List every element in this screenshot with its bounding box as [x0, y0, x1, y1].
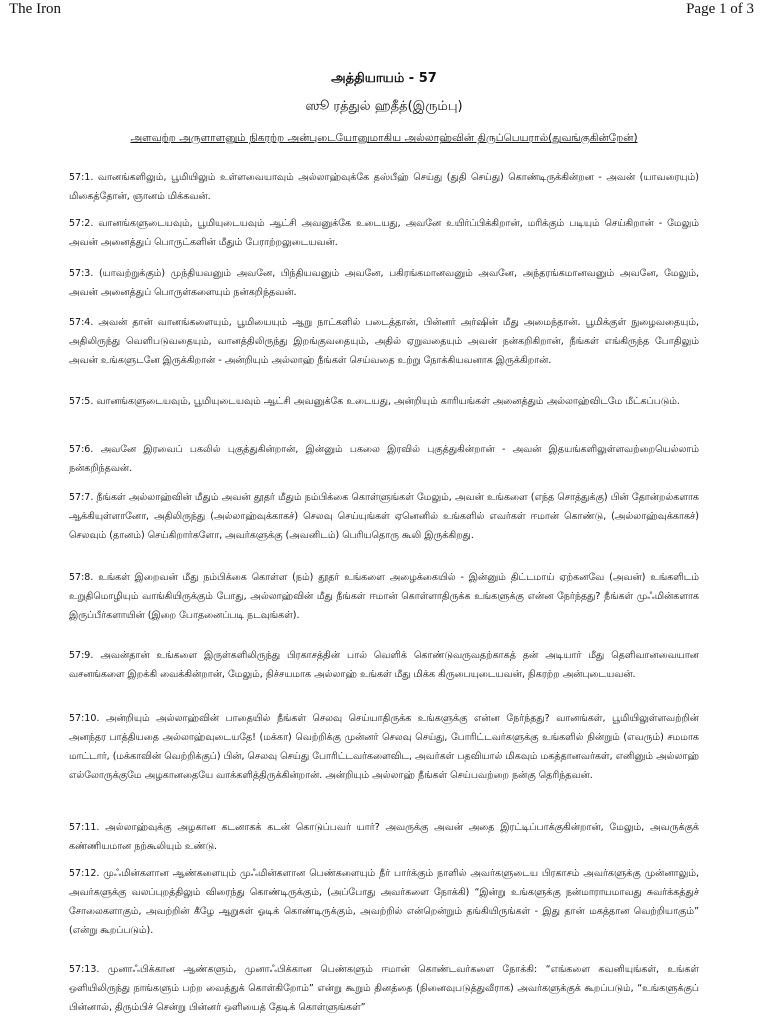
verse-text: முஃமின்களான ஆண்களையும் முஃமின்களான பெண்களையும் நீர் பார்க்கும் நாளில் அவர்களுடைய பிரகாசம் அவர்களுக்கு முன்னாலும், அவர்களுக்கு வலப்புறத்திலும் விரைந்து கொண்டிருக்கும், (அப்போது அவர்களை நோக்கி) “இன்று உங்களுக்கு நன்மாராயமாவது சுவர்க்கத்துச் சோலைகளாகும், அவற்றின் கீழே ஆறுகள் ஓடிக் கொண்டிருக்கும், அவற்றில் என்றென்றும் தங்கியிருங்கள் - இது தான் மகத்தான வெற்றியாகும்” (என்று கூறப்படும்).	[69, 868, 699, 936]
verse-text: உங்கள் இறைவன் மீது நம்பிக்கை கொள்ள (நம்) தூதர் உங்களை அழைக்கையில் - இன்னும் திட்டமாய் ஏற்கனவே (அவன்) உங்களிடம் உறுதிமொழியும் வாங்கியிருக்கும் போது, அல்லாஹ்வின் மீது நீங்கள் ஈமான் கொள்ளாதிருக்க உங்களுக்கு என்ன நேர்ந்தது? நீங்கள் முஃமின்களாக இருப்பீர்களாயின் (இறை போதனைப்படி நடவுங்கள்).	[69, 572, 699, 621]
verse-text: நீங்கள் அல்லாஹ்வின் மீதும் அவன் தூதர் மீதும் நம்பிக்கை கொள்ளுங்கள் மேலும், அவன் உங்களை (எந்த சொத்துக்கு) பின் தோன்றல்களாக ஆக்கியுள்ளானோ, அதிலிருந்து (அல்லாஹ்வுக்காகச்) செலவு செய்யுங்கள் ஏனெனில் உங்களில் எவர்கள் ஈமான் கொண்டு, (அல்லாஹ்வுக்காகச்) செலவும் (தானம்) செய்கிறார்களோ, அவர்களுக்கு (அவனிடம்) பெரியதொரு கூலி இருக்கிறது.	[69, 492, 699, 541]
verse	[69, 440, 699, 478]
document-title: The Iron	[9, 1, 62, 17]
verse-text: வானங்களிலும், பூமியிலும் உள்ளவையாவும் அல்லாஹ்வுக்கே தஸ்பீஹ் செய்து (துதி செய்து) கொண்டிருக்கின்றன - அவன் (யாவரையும்) மிகைத்தோன், ஞானம் மிக்கவன்.	[69, 172, 699, 202]
basmala-text: அளவற்ற அருளாளனும் நிகரற்ற அன்புடையோனுமாகிய அல்லாஹ்வின் திருப்பெயரால்(துவங்குகின்றேன்)	[130, 132, 638, 144]
verse	[69, 568, 699, 625]
verse-number: 57:3.	[69, 268, 94, 279]
verse-number: 57:13.	[69, 964, 100, 975]
verse-number: 57:6.	[69, 444, 94, 455]
page-header	[0, 0, 768, 20]
verse-number: 57:5.	[69, 396, 94, 407]
verse	[69, 313, 699, 370]
basmala	[0, 132, 768, 145]
verse-number: 57:11.	[69, 822, 100, 833]
verse	[69, 214, 699, 252]
verse	[69, 960, 699, 1017]
verse-number: 57:10.	[69, 713, 100, 724]
verse-text: அன்றியும் அல்லாஹ்வின் பாதையில் நீங்கள் செலவு செய்யாதிருக்க உங்களுக்கு என்ன நேர்ந்தது? வானங்கள், பூமியிலுள்ளவற்றின் அனந்தர பாத்தியதை அல்லாஹ்வுடையதே! (மக்கா) வெற்றிக்கு முன்னர் செலவு செய்து, போரிட்டவர்களுக்கு உங்களில் நின்றும் (எவரும்) சமமாக மாட்டார், (மக்காவின் வெற்றிக்குப்) பின், செலவு செய்து போரிட்டவர்களைவிட, அவர்கள் பதவியால் மிகவும் மகத்தானவர்கள், எனினும் அல்லாஹ் எல்லோருக்குமே அழகானதையே வாக்களித்திருக்கின்றான். அன்றியும் அல்லாஹ் நீங்கள் செய்பவற்றை நன்கு தெரிந்தவன்.	[69, 713, 700, 781]
verse-text: முனாஃபிக்கான ஆண்களும், முனாஃபிக்கான பெண்களும் ஈமான் கொண்டவர்களை நோக்கி: “எங்களை கவனியுங்கள், உங்கள் ஒளியிலிருந்து நாங்களும் பற்ற வைத்துக் கொள்கிறோம்” என்று கூறும் தினத்தை (நினைவுபடுத்துவீராக) அவர்களுக்குக் கூறப்படும், “உங்களுக்குப் பின்னால், திரும்பிச் சென்று பின்னர் ஒளியைத் தேடிக் கொள்ளுங்கள்”	[69, 964, 699, 1013]
page-number: Page 1 of 3	[686, 1, 754, 17]
verse-text: வானங்களுடையவும், பூமியுடையவும் ஆட்சி அவனுக்கே உடையது, அன்றியும் காரியங்கள் அனைத்தும் அல்லாஹ்விடமே மீட்கப்படும்.	[96, 396, 680, 407]
verse	[69, 709, 699, 785]
verse-text: அவனே இரவைப் பகலில் புகுத்துகின்றான், இன்னும் பகலை இரவில் புகுத்துகின்றான் - அவன் இதயங்களிலுள்ளவற்றையெல்லாம் நன்கறிந்தவன்.	[69, 444, 699, 474]
verse-text: வானங்களுடையவும், பூமியுடையவும் ஆட்சி அவனுக்கே உடையது, அவனே உயிர்ப்பிக்கிறான், மரிக்கும் படியும் செய்கிறான் - மேலும் அவன் அனைத்துப் பொருட்களின் மீதும் பேராற்றலுடையவன்.	[69, 218, 699, 248]
verse-text: அவன்தான் உங்களை இருள்களிலிருந்து பிரகாசத்தின் பால் வெளிக் கொண்டுவருவதற்காகத் தன் அடியார் மீது தெளிவானவையான வசனங்களை இறக்கி வைக்கின்றான், மேலும், நிச்சயமாக அல்லாஹ் உங்கள் மீது மிக்க கிருபையுடையவன், நிகரற்ற அன்புடையவன்.	[69, 650, 699, 680]
verse-number: 57:7.	[69, 492, 94, 503]
verse	[69, 392, 699, 411]
verse	[69, 646, 699, 684]
verse-number: 57:1.	[69, 172, 94, 183]
verse-text: அல்லாஹ்வுக்கு அழகான கடனாகக் கடன் கொடுப்பவர் யார்? அவருக்கு அவன் அதை இரட்டிப்பாக்குகின்றான், மேலும், அவருக்குக் கண்ணியமான நற்கூலியும் உண்டு.	[69, 822, 699, 852]
verse-number: 57:12.	[69, 868, 100, 879]
verse	[69, 864, 699, 940]
verse	[69, 818, 699, 856]
verse-number: 57:2.	[69, 218, 94, 229]
verse-number: 57:4.	[69, 317, 94, 328]
verse	[69, 488, 699, 545]
verse-number: 57:8.	[69, 572, 94, 583]
surah-name: ஸூ ரத்துல் ஹதீத்(இரும்பு)	[305, 99, 463, 114]
verse	[69, 168, 699, 206]
verse-number: 57:9.	[69, 650, 94, 661]
chapter-heading: அத்தியாயம் - 57	[331, 71, 437, 86]
verse	[69, 264, 699, 302]
verse-text: அவன் தான் வானங்களையும், பூமியையும் ஆறு நாட்களில் படைத்தான், பின்னர் அர்ஷின் மீது அமைந்தான். பூமிக்குள் நுழைவதையும், அதிலிருந்து வெளிபடுவதையும், வானத்திலிருந்து இறங்குவதையும், அதில் ஏறுவதையும் அவன் நன்கறிகிறான், நீங்கள் எங்கிருந்த போதிலும் அவன் உங்களுடனே இருக்கிறான் - அன்றியும் அல்லாஹ் நீங்கள் செய்வதை உற்று நோக்கியவனாக இருக்கிறான்.	[69, 317, 699, 366]
verse-text: (யாவற்றுக்கும்) முந்தியவனும் அவனே, பிந்தியவனும் அவனே, பகிரங்கமானவனும் அவனே, அந்தரங்கமானவனும் அவனே, மேலும், அவன் அனைத்துப் பொருள்களையும் நன்கறிந்தவன்.	[69, 268, 699, 298]
